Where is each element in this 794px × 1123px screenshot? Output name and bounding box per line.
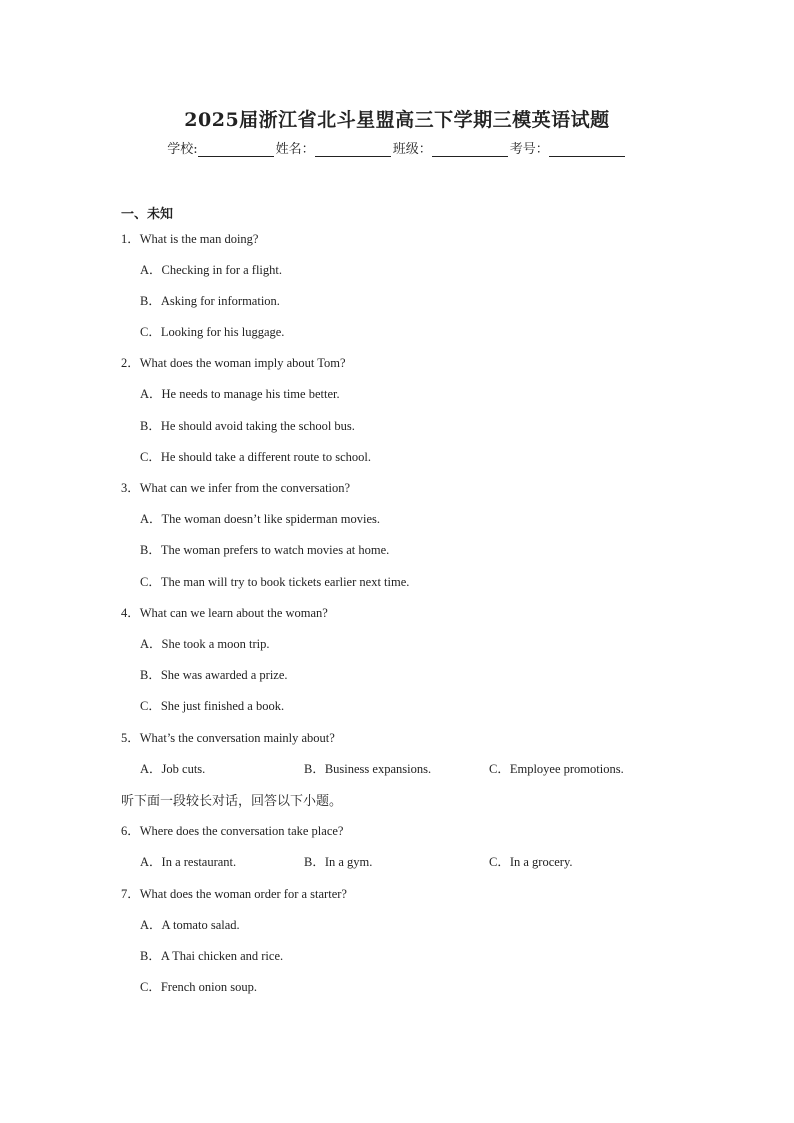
- question-5-option-a: A．Job cuts.: [140, 762, 206, 776]
- question-4-option-b: B．She was awarded a prize.: [140, 668, 288, 682]
- question-6-option-b: B．In a gym.: [304, 855, 373, 869]
- question-3-option-c: C．The man will try to book tickets earlier next time.: [140, 575, 410, 589]
- name-label: 姓名：: [275, 142, 315, 157]
- question-5-stem: 5．What’s the conversation mainly about?: [121, 731, 335, 745]
- question-1-option-b: B．Asking for information.: [140, 294, 280, 308]
- class-label: 班级：: [392, 142, 432, 157]
- question-7-option-c: C．French onion soup.: [140, 980, 258, 994]
- question-2-stem: 2．What does the woman imply about Tom?: [121, 356, 346, 370]
- question-6-option-a: A．In a restaurant.: [140, 855, 237, 869]
- school-blank: [198, 143, 274, 157]
- question-4-stem: 4．What can we learn about the woman?: [121, 606, 328, 620]
- question-1-stem: 1．What is the man doing?: [121, 232, 259, 246]
- exam-no-label: 考号：: [509, 142, 549, 157]
- question-4-option-c: C．She just finished a book.: [140, 699, 285, 713]
- question-7-option-a: A．A tomato salad.: [140, 918, 240, 932]
- question-6-option-c: C．In a grocery.: [489, 855, 573, 869]
- listening-instruction: 听下面一段较长对话，回答以下小题。: [121, 793, 343, 808]
- question-2-option-a: A．He needs to manage his time better.: [140, 387, 340, 401]
- question-6-stem: 6．Where does the conversation take place?: [121, 824, 344, 838]
- exam-no-blank: [549, 143, 625, 157]
- class-blank: [432, 143, 508, 157]
- name-blank: [315, 143, 391, 157]
- question-7-stem: 7．What does the woman order for a starter?: [121, 887, 347, 901]
- question-1-option-a: A．Checking in for a flight.: [140, 263, 282, 277]
- student-info-line: [0, 138, 794, 157]
- section-heading: 一、未知: [121, 207, 174, 222]
- question-5-option-b: B．Business expansions.: [304, 762, 432, 776]
- question-3-stem: 3．What can we infer from the conversation?: [121, 481, 351, 495]
- question-3-option-a: A．The woman doesn’t like spiderman movies.: [140, 512, 381, 526]
- question-2-option-b: B．He should avoid taking the school bus.: [140, 419, 355, 433]
- question-4-option-a: A．She took a moon trip.: [140, 637, 270, 651]
- question-5-option-c: C．Employee promotions.: [489, 762, 624, 776]
- question-7-option-b: B．A Thai chicken and rice.: [140, 949, 284, 963]
- question-1-option-c: C．Looking for his luggage.: [140, 325, 285, 339]
- question-3-option-b: B．The woman prefers to watch movies at home.: [140, 543, 390, 557]
- school-label: 学校:: [167, 142, 198, 157]
- page-title: 2025届浙江省北斗星盟高三下学期三模英语试题: [184, 109, 610, 131]
- question-2-option-c: C．He should take a different route to school.: [140, 450, 371, 464]
